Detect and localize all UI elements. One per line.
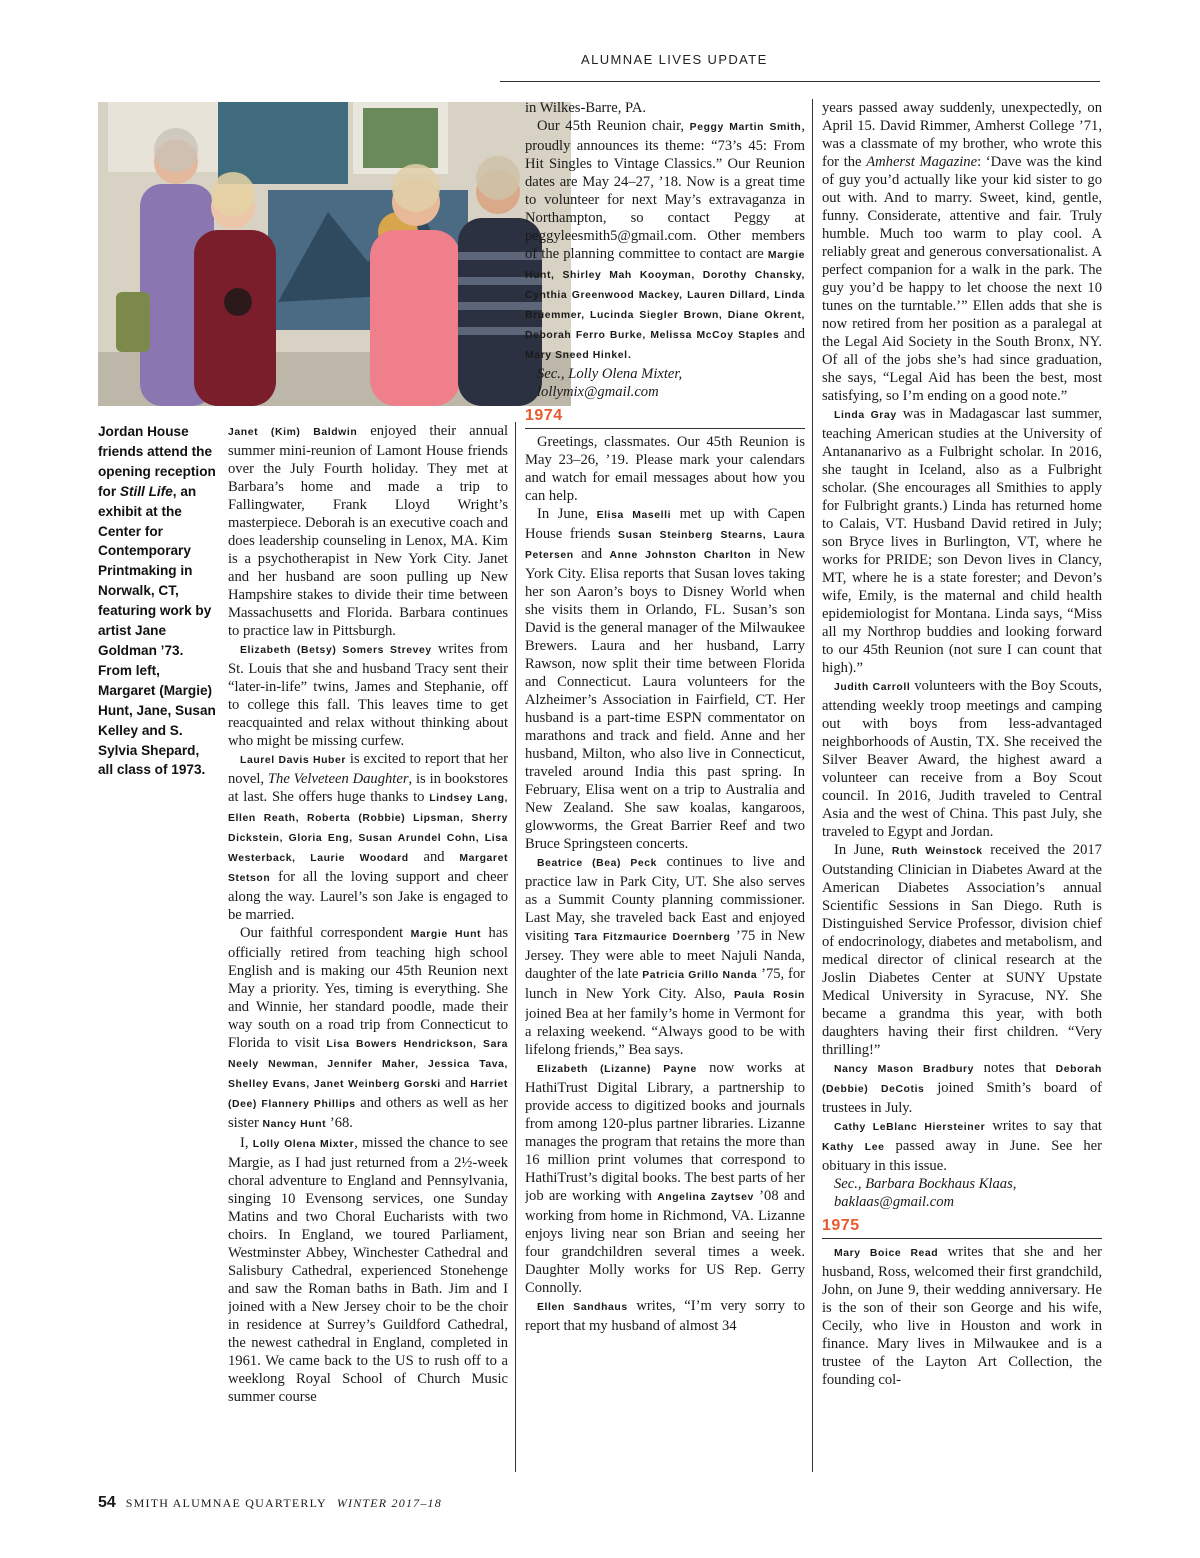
person-name: Tara Fitzmaurice Doernberg	[574, 932, 731, 943]
secretary-email[interactable]: baklaas@gmail.com	[834, 1194, 955, 1210]
person-name: Harriet (Dee) Flannery Phillips	[228, 1079, 508, 1110]
article-column-2	[525, 99, 805, 1471]
paragraph: Janet (Kim) Baldwin enjoyed their annual summer mini-reunion of Lamont House friends over the July Fourth holiday. They met at Barbara’s home and made a trip to Fallingwater, Frank Lloyd Wright’s masterpiece. Deborah is an executive coach and does leadership counseling in Lenox, MA. Kim is a psychotherapist in New York City. Janet and her husband are soon pulling up New Hampshire stakes to divide their time between Massachusetts and Florida. Barbara continues to practice law in Pittsburgh.	[228, 423, 508, 639]
paragraph: Ellen Sandhaus writes, “I’m very sorry to report that my husband of almost 34	[525, 1298, 805, 1334]
paragraph: Greetings, classmates. Our 45th Reunion is May 23–26, ’19. Please mark your calendars and watch for email messages about how you can help.	[525, 434, 805, 504]
column-rule	[812, 99, 813, 1472]
person-name: Deborah (Debbie) DeCotis	[822, 1064, 1102, 1095]
paragraph: Elizabeth (Betsy) Somers Strevey writes from St. Louis that she and husband Tracy sent their “later-in-life” twins, James and Stephanie, off to college this fall. This leaves time to get reacquainted and relax without thinking about who might be missing curfew.	[228, 641, 508, 749]
section-title: ALUMNAE LIVES UPDATE	[581, 52, 768, 67]
photo-caption	[98, 422, 216, 780]
secretary-signature: Sec., Barbara Bockhaus Klaas, baklaas@gmail.com	[834, 1176, 1017, 1210]
person-name: Janet (Kim) Baldwin	[228, 427, 358, 438]
person-name: Laurel Davis Huber	[240, 755, 347, 766]
person-name: Nancy Mason Bradbury	[834, 1064, 975, 1075]
person-name: Anne Johnston Charlton	[609, 550, 752, 561]
person-names: Margie Hunt, Shirley Mah Kooyman, Dorothy Chansky, Cynthia Greenwood Mackey, Lauren Dillard, Linda Bruemmer, Lucinda Siegler Brown, Diane Okrent, Deborah Ferro Burke, Melissa McCoy Staples	[525, 250, 805, 341]
caption-text-cont: , an exhibit at the Center for Contemporary Printmaking in Norwalk, CT, featuring work by artist Jane Goldman ’73. From left, Margaret (Margie) Hunt, Jane, Susan Kelley and S. Sylvia Shepard, all class of 1973.	[98, 483, 216, 778]
person-names: Lindsey Lang, Ellen Reath, Roberta (Robbie) Lipsman, Sherry Dickstein, Gloria Eng, Susan Arundel Cohn, Lisa Westerback, Laurie Woodard	[228, 793, 508, 864]
person-name: Kathy Lee	[822, 1142, 885, 1153]
page-footer	[98, 1494, 618, 1516]
paragraph: years passed away suddenly, unexpectedly, on April 15. David Rimmer, Amherst College ’71, was a classmate of my brother, who wrote this for the Amherst Magazine: ‘Dave was the kind of guy you’d actually like your kid sister to go out with. And to marry. Sweet, kind, gentle, funny. Considerate, attentive and fair. Truly humble. Much too warm to play cool. A reliably great and generous conversationalist. A perfect companion for a walk in the park. The guy you’d be happy to let choose the next 10 tunes on the turntable.’” Ellen adds that she is now retired from her position as a paralegal at the Legal Aid Society in the South Bronx, NY. Of all of the jobs she’s had since graduation, she says, “Legal Aid has been the best, most satisfying, so I’m ending on a good note.”	[822, 100, 1102, 404]
secretary-signature: Sec., Lolly Olena Mixter, lollymix@gmail.com	[537, 366, 683, 400]
paragraph: Judith Carroll volunteers with the Boy Scouts, attending weekly troop meetings and camping out with boys from less-advantaged neighborhoods of Austin, TX. She received the Silver Beaver Award, the highest award a volunteer can receive from a Boy Scout council. In 2016, Judith traveled to Central Asia and the west of China. This past July, she traveled to Egypt and Jordan.	[822, 678, 1102, 840]
paragraph: Beatrice (Bea) Peck continues to live and practice law in Park City, UT. She also serves as a Summit County planning commissioner. Last May, she traveled back East and enjoyed visiting Tara Fitzmaurice Doernberg ’75 in New Jersey. They were able to meet Najuli Nanda, daughter of the late Patricia Grillo Nanda ’75, for lunch in New York City. Also, Paula Rosin joined Bea at her family’s home in Vermont for a relaxing weekend. “Always good to be with lifelong friends,” Bea says.	[525, 854, 805, 1058]
person-name: Beatrice (Bea) Peck	[537, 858, 658, 869]
person-name: Mary Boice Read	[834, 1248, 939, 1259]
paragraph: In June, Elisa Maselli met up with Capen House friends Susan Steinberg Stearns, Laura Petersen and Anne Johnston Charlton in New York City. Elisa reports that Susan loves taking her son Aaron’s boys to Disney World when she visits them in Orlando, FL. Susan’s son David is the general manager of the Milwaukee Brewers. Laura and her husband, Larry Rawson, now split their time between Florida and Connecticut. Laura volunteers for the Alzheimer’s Association in Fairfield, CT. Her husband is a part-time ESPN commentator on marathons and track and field. Anne and her husband, Milton, who also live in Connecticut, traveled around India this past spring. In February, Elisa went on a trip to Australia and New Zealand. She saw koalas, kangaroos, glowworms, the Great Barrier Reef and two Bruce Springsteen concerts.	[525, 506, 805, 852]
paragraph: Laurel Davis Huber is excited to report that her novel, The Velveteen Daughter, is in bookstores at last. She offers huge thanks to Lindsey Lang, Ellen Reath, Roberta (Robbie) Lipsman, Sherry Dickstein, Gloria Eng, Susan Arundel Cohn, Lisa Westerback, Laurie Woodard and Margaret Stetson for all the loving support and cheer along the way. Laurel’s son Jake is engaged to be married.	[228, 751, 508, 923]
person-name: Linda Gray	[834, 410, 897, 421]
paragraph: In June, Ruth Weinstock received the 2017 Outstanding Clinician in Diabetes Award at the American Diabetes Association’s annual Scientific Sessions in San Diego. Ruth is Distinguished Service Professor, division chief of endocrinology, diabetes and metabolism, and medical director of clinical research at the Joslin Diabetes Center at SUNY Upstate Medical University in Syracuse, NY. She became a grandma this year, with both daughters having their first children. “Very thrilling!”	[822, 842, 1102, 1058]
group-photo	[98, 102, 571, 406]
person-name: Elizabeth (Betsy) Somers Strevey	[240, 645, 432, 656]
photo-illustration	[98, 102, 571, 406]
paragraph: in Wilkes-Barre, PA.	[525, 100, 647, 116]
person-names: Lisa Bowers Hendrickson, Sara Neely Newman, Jennifer Maher, Jessica Tava, Shelley Evans, Janet Weinberg Gorski	[228, 1039, 508, 1090]
person-name: Margaret Stetson	[228, 853, 508, 884]
person-name: Mary Sneed Hinkel	[525, 350, 628, 361]
paragraph: Our 45th Reunion chair, Peggy Martin Smith, proudly announces its theme: “73’s 45: From Hit Singles to Vintage Classics.” Our Reunion dates are May 24–27, ’18. Now is a great time to volunteer for next May’s extravaganza in Northampton, so contact Peggy at peggyleesmith5@gmail.com. Other members of the planning committee to contact are Margie Hunt, Shirley Mah Kooyman, Dorothy Chansky, Cynthia Greenwood Mackey, Lauren Dillard, Linda Bruemmer, Lucinda Siegler Brown, Diane Okrent, Deborah Ferro Burke, Melissa McCoy Staples and Mary Sneed Hinkel.	[525, 118, 805, 362]
paragraph: Cathy LeBlanc Hiersteiner writes to say that Kathy Lee passed away in June. See her obituary in this issue.	[822, 1118, 1102, 1174]
person-name: Angelina Zaytsev	[657, 1192, 754, 1203]
magazine-title: Amherst Magazine	[866, 154, 978, 170]
person-name: Lolly Olena Mixter	[252, 1139, 355, 1150]
magazine-name: SMITH ALUMNAE QUARTERLY	[125, 1496, 327, 1510]
person-name: Cathy LeBlanc Hiersteiner	[834, 1122, 986, 1133]
person-name: Elizabeth (Lizanne) Payne	[537, 1064, 697, 1075]
person-name: Ruth Weinstock	[891, 846, 983, 857]
class-year-heading: 1975	[822, 1213, 1102, 1239]
paragraph: Elizabeth (Lizanne) Payne now works at HathiTrust Digital Library, a partnership to provide access to digitized books and journals from among 120-plus partner libraries. Lizanne manages the program that retains the more than 16 million print volumes that correspond to HathiTrust’s digital books. The best parts of her job are working with Angelina Zaytsev ’08 and working from home in Richmond, VA. Lizanne enjoys living near son Brian and seeing her four grandchildren several times a week. Daughter Molly works for US Rep. Gerry Connolly.	[525, 1060, 805, 1296]
class-year-heading: 1974	[525, 403, 805, 429]
person-names: Susan Steinberg Stearns, Laura Petersen	[525, 530, 805, 561]
person-name: Ellen Sandhaus	[537, 1302, 628, 1313]
person-name: Judith Carroll	[834, 682, 911, 693]
secretary-email[interactable]: lollymix@gmail.com	[537, 384, 659, 400]
issue-date: WINTER 2017–18	[336, 1496, 442, 1510]
caption-text: Jordan House friends attend the opening reception for	[98, 424, 216, 499]
page-number: 54	[98, 1494, 116, 1511]
person-name: Paula Rosin	[734, 990, 805, 1001]
caption-exhibit-title: Still Life	[119, 483, 173, 499]
person-name: Nancy Hunt	[262, 1119, 327, 1130]
section-header	[500, 52, 1100, 82]
column-rule	[515, 422, 516, 1472]
paragraph: Linda Gray was in Madagascar last summer, teaching American studies at the University of Antananarivo as a Fulbright scholar. In 2016, she taught in Iceland, also as a Fulbright scholar. (She encourages all Smithies to apply for Fulbright grants.) Linda has returned home to Calais, VT. Husband David retired in July; son Bryce lives in Burlington, VT, where he works for PRIDE; son Devon lives in Clancy, MT, where he is a state forester; and Devon’s wife, Emily, is the maternal and child health epidemiologist for Montana. Linda says, “Miss all my Northrop buddies and looking forward to our 45th Reunion (not sure I can count that high).”	[822, 406, 1102, 676]
paragraph: Our faithful correspondent Margie Hunt has officially retired from teaching high school English and is making our 45th Reunion next May a priority. Yes, timing is everything. She and Winnie, her standard poodle, made their way south on a road trip from Connecticut to Florida to visit Lisa Bowers Hendrickson, Sara Neely Newman, Jennifer Maher, Jessica Tava, Shelley Evans, Janet Weinberg Gorski and Harriet (Dee) Flannery Phillips and others as well as her sister Nancy Hunt ’68.	[228, 925, 508, 1131]
article-column-1	[228, 422, 508, 1470]
paragraph: Nancy Mason Bradbury notes that Deborah (Debbie) DeCotis joined Smith’s board of trustees in July.	[822, 1060, 1102, 1116]
paragraph: Mary Boice Read writes that she and her husband, Ross, welcomed their first grandchild, John, on June 9, their wedding anniversary. He is the son of their son George and his wife, Cecily, who live in Houston and work in finance. Mary lives in Milwaukee and is a trustee of the Layton Art Collection, the founding col-	[822, 1244, 1102, 1388]
paragraph: I, Lolly Olena Mixter, missed the chance to see Margie, as I had just returned from a 2½-week choral adventure to England and Pennsylvania, singing 10 Evensong services, one Sunday Matins and two Choral Eucharists with two choirs. In England, we toured Parliament, Westminster Abbey, Winchester Cathedral and Salisbury Cathedral, experienced Stonehenge and saw the Roman baths in Bath. Jim and I joined with a New Jersey choir to be the choir in residence at Surrey’s Guildford Cathedral, the newest cathedral in England, completed in 1961. We came back to the US to rush off to a weeklong Royal School of Church Music summer course	[228, 1135, 508, 1405]
person-name: Patricia Grillo Nanda	[642, 970, 758, 981]
person-name: Elisa Maselli	[596, 510, 672, 521]
book-title: The Velveteen Daughter	[267, 771, 409, 787]
person-name: Peggy Martin Smith	[689, 122, 802, 133]
article-column-3	[822, 99, 1102, 1471]
person-name: Margie Hunt	[410, 929, 482, 940]
